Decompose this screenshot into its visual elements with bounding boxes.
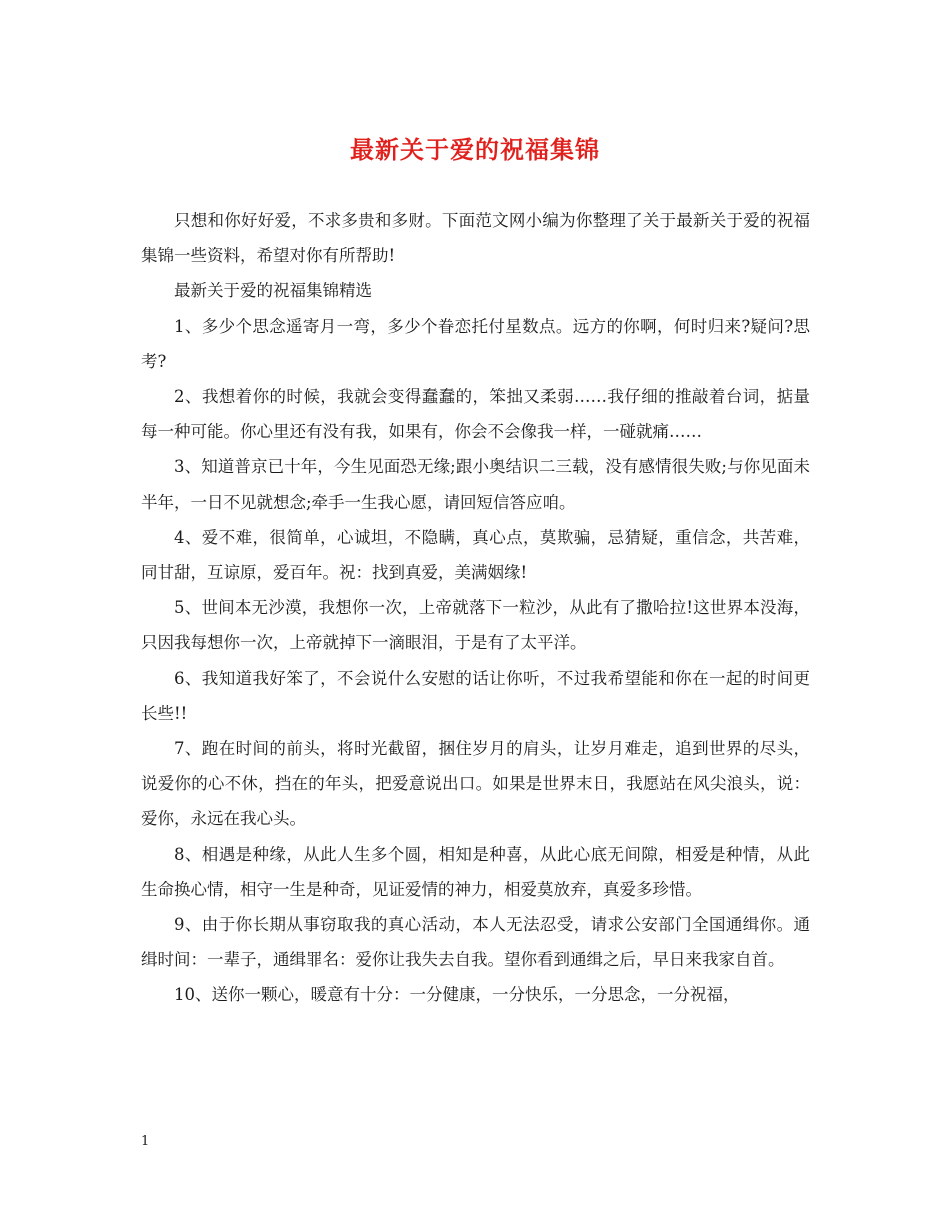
- list-item-4: 4、爱不难，很简单，心诚坦，不隐瞒，真心点，莫欺骗，忌猜疑，重信念，共苦难，同甘甜，互谅原，爱百年。祝：找到真爱，美满姻缘!: [141, 527, 810, 583]
- list-item-8: 8、相遇是种缘，从此人生多个圆，相知是种喜，从此心底无间隙，相爱是种情，从此生命换心情，相守一生是种奇，见证爱情的神力，相爱莫放弃，真爱多珍惜。: [141, 844, 810, 899]
- page-number: 1: [141, 1134, 150, 1149]
- list-item-6: 6、我知道我好笨了，不会说什么安慰的话让你听，不过我希望能和你在一起的时间更长些!!: [141, 668, 810, 723]
- list-item-7: 7、跑在时间的前头，将时光截留，捆住岁月的肩头，让岁月难走，追到世界的尽头，说爱你的心不休，挡在的年头，把爱意说出口。如果是世界末日，我愿站在风尖浪头，说：爱你，永远在我心头。: [141, 739, 810, 829]
- intro-paragraph: 只想和你好好爱，不求多贵和多财。下面范文网小编为你整理了关于最新关于爱的祝福集锦一些资料，希望对你有所帮助!: [141, 211, 810, 266]
- list-item-5: 5、世间本无沙漠，我想你一次，上帝就落下一粒沙，从此有了撒哈拉!这世界本没海，只因我每想你一次，上帝就掉下一滴眼泪，于是有了太平洋。: [141, 598, 810, 653]
- document-body: [141, 203, 810, 1013]
- list-item-10: 10、送你一颗心，暖意有十分：一分健康，一分快乐，一分思念，一分祝福，: [174, 985, 740, 1005]
- list-item-3: 3、知道普京已十年，今生见面恐无缘;跟小奥结识二三载，没有感情很失败;与你见面未半年，一日不见就想念;牵手一生我心愿，请回短信答应咱。: [141, 457, 810, 512]
- list-item-9: 9、由于你长期从事窃取我的真心活动，本人无法忍受，请求公安部门全国通缉你。通缉时间：一辈子，通缉罪名：爱你让我失去自我。望你看到通缉之后，早日来我家自首。: [141, 915, 810, 970]
- list-item-1: 1、多少个思念遥寄月一弯，多少个眷恋托付星数点。远方的你啊，何时归来?疑问?思考?: [141, 316, 810, 371]
- section-heading: 最新关于爱的祝福集锦精选: [174, 281, 372, 301]
- page-title: 最新关于爱的祝福集锦: [350, 136, 600, 164]
- list-item-2: 2、我想着你的时候，我就会变得蠢蠢的，笨拙又柔弱……我仔细的推敲着台词，掂量每一种可能。你心里还有没有我，如果有，你会不会像我一样，一碰就痛……: [141, 387, 810, 442]
